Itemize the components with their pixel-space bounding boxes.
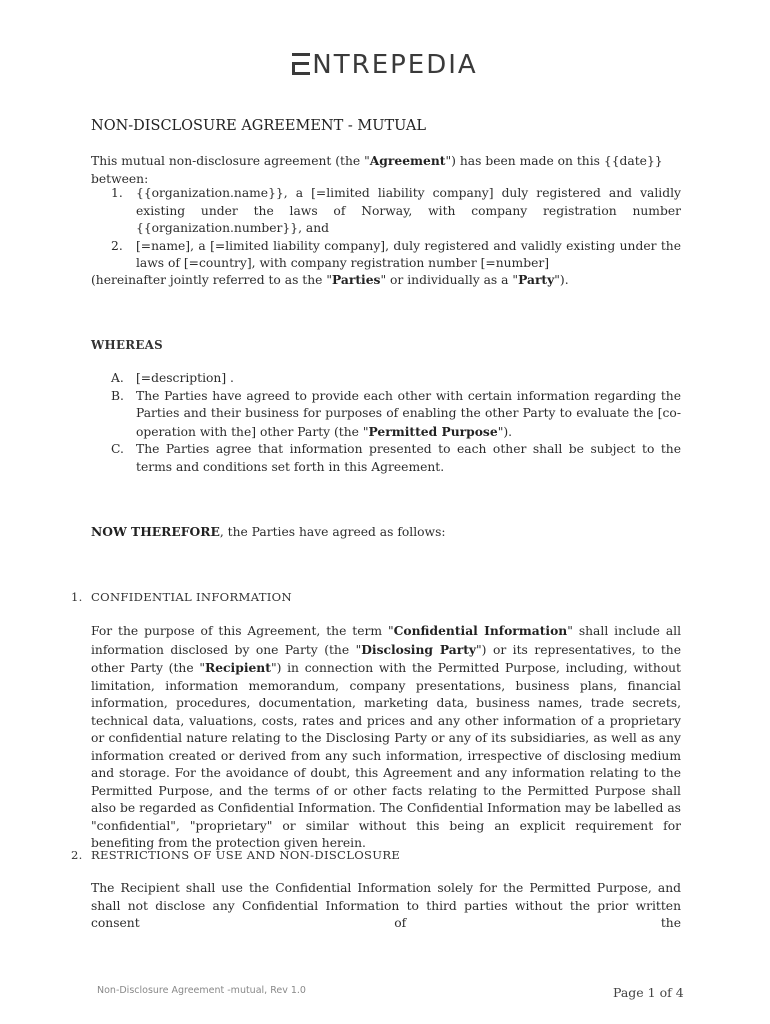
section-heading: 1. CONFIDENTIAL INFORMATION [71, 590, 292, 604]
list-item: C. The Parties agree that information presented to each other shall be subject to the terms and conditions set forth in this Agreement. [111, 442, 681, 474]
parties-list [91, 185, 681, 273]
whereas-heading: WHEREAS [91, 338, 163, 352]
whereas-list [91, 370, 681, 476]
term-permitted-purpose: Permitted Purpose [368, 423, 498, 439]
section-heading: 2. RESTRICTIONS OF USE AND NON-DISCLOSURE [71, 848, 401, 862]
footer-page-number: Page 1 of 4 [613, 985, 684, 1000]
footer-document-name: Non-Disclosure Agreement -mutual, Rev 1.0 [97, 985, 306, 996]
entrepedia-logo [0, 50, 770, 80]
intro-paragraph: This mutual non-disclosure agreement (the "Agreement") has been made on this {{date}} between: [91, 153, 663, 186]
now-therefore-paragraph: NOW THEREFORE, the Parties have agreed as follows: [91, 524, 446, 539]
term-agreement: Agreement [369, 153, 446, 168]
list-item: 2. [=name], a [=limited liability company], duly registered and validly existing under the laws of [=country], with company registration number [=number] [111, 238, 681, 270]
section-2-body: The Recipient shall use the Confidential Information solely for the Permitted Purpose, and shall not disclose any Confidential Information to third parties without the prior written consent of the [91, 881, 681, 930]
page-title: NON-DISCLOSURE AGREEMENT - MUTUAL [91, 118, 426, 134]
hereinafter-paragraph: (hereinafter jointly referred to as the "Parties" or individually as a "Party"). [91, 272, 569, 287]
list-item: A. [=description] . [111, 371, 234, 385]
list-item: 1. {{organization.name}}, a [=limited liability company] duly registered and validly existing under the laws of Norway, with company registration number {{organization.number}}, and [111, 186, 681, 235]
logo-text: NTREPEDIA [312, 50, 478, 80]
list-item: B. The Parties have agreed to provide each other with certain information regarding the Parties and their business for purposes of enabling the other Party to evaluate the [co-operation with the] other Party (the "Permitted Purpose"). [111, 388, 681, 439]
logo-e-icon [292, 53, 310, 75]
section-1-body: For the purpose of this Agreement, the term "Confidential Information" shall include all information disclosed by one Party (the "Disclosing Party") or its representatives, to the other Party (the "Recipient") in connection with the Permitted Purpose, including, without limitation, information memorandum, company presentations, business plans, financial information, procedures, documentation, marketing data, business names, trade secrets, technical data, valuations, costs, rates and prices and any other information of a proprietary or confidential nature relating to the Disclosing Party or any of its subsidiaries, as well as any information created or derived from any such information, irrespective of disclosing medium and storage. For the avoidance of doubt, this Agreement and any information relating to the Permitted Purpose, and the terms of or other facts relating to the Permitted Purpose shall also be regarded as Confidential Information. The Confidential Information may be labelled as "confidential", "proprietary" or similar without this being an explicit requirement for benefiting from the protection given herein. [91, 623, 682, 850]
